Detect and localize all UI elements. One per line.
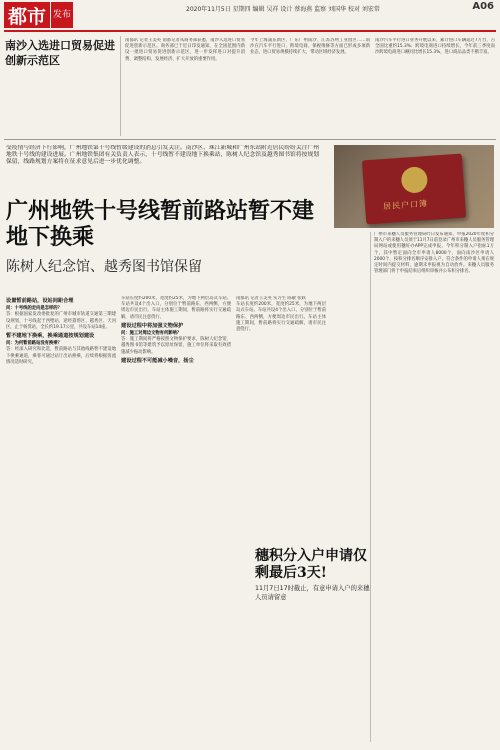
qa-question: 问：为何暂前路站没有换乘？ (6, 341, 62, 347)
section-head: 建设过程不可能减小噪音，扬尘 (121, 357, 194, 364)
feature-subtitle: 陈树人纪念馆、越秀图书馆保留 (6, 259, 202, 275)
section-divider (4, 139, 496, 140)
column-divider (120, 36, 121, 136)
promo-box (255, 548, 370, 630)
qa-answer: 答：根据国家发改委批复的广州市城市轨道交通第三期建设规划，十号线起于西塱站，途经荔湾区、越秀区、天河区，止于杨箕站，全长约19.17公里，共设车站14座。 (6, 312, 116, 330)
section-logo (4, 2, 73, 28)
hukou-book-photo (334, 145, 494, 228)
section-name: 都市 (4, 2, 50, 28)
feature-col-b (121, 296, 231, 742)
column-text: 车站长度约200米，宽度约25米，为地下两层岛式车站。车站共设4个出入口，分别位于暂前路东、西两侧，方便周边市民出行。车站主体施工期间，暂前路将实行交通疏解，请市民注意绕行。 (236, 302, 326, 333)
column-text: 车站长度约200米，宽度约25米，为地下两层岛式车站。车站共设4个出入口，分别位于暂前路东、西两侧，方便周边市民出行。车站主体施工期间，暂前路将实行交通疏解，请市民注意绕行。 (121, 296, 231, 320)
byline: 南都讯 记者王美英 实习生 陈敏 张跃 (236, 296, 306, 301)
hukou-book-label: 居民户口簿 (382, 199, 429, 212)
page-number: A06 (472, 1, 494, 12)
feature-title: 广州地铁十号线暂前路站暂不建地下换乘 (6, 198, 315, 250)
section-head: 设置暂前路站，设站间距合理 (6, 298, 74, 304)
section-head: 建设过程中将加强文物保护 (121, 322, 184, 329)
page-header (0, 0, 500, 30)
top-story-col3: 南沙汽车平行进口业务开展以来，累计进口车辆超过7万台，占全国比重约15.3%；跨境电商进口持续增长，今年前三季度南沙跨境电商进口额同比增长15.3%，进口商品品类不断丰富。 (375, 38, 495, 56)
qa-answer: 答：经深入研究和比选，暂前路站与其他线路暂不建设地下换乘通道，乘客可通过站厅出站换乘，后续将根据客流情况适时研究。 (6, 347, 116, 365)
right-column: 广州市来穗人员服务管理局昨日发布通知，申报2020年度积分制入户的来穗人员须于11月7日前登录广州市来穗人员服务管理局网站或使用穗好办APP完成申报。今年积分制入户指标1万个，其中暂定面向全市申请人8000个、面向南沙区申请人2000个，按积分排名顺序安排入户。符合条件的申请人须在规定时间内提交材料，逾期未申报视为自动放弃。来穗人员服务管理部门将于申报结束后组织审核并公布积分排名。 (374, 232, 494, 275)
national-emblem-icon (400, 166, 428, 194)
column-divider (370, 232, 371, 742)
header-rule (4, 30, 496, 32)
top-story-col2: 今年上海浦东新区、广东广州南沙、江苏苏州工业园区……南沙在汽车平行进口、跨境电商、保税维修等方面已形成多项新业态，进口贸易规模持续扩大，带动区域经济发展。 (250, 38, 370, 56)
feature-lead: 受疫情与经济下行影响，广州地铁第十号线暂缓建设的消息引发关注。南沙区、珠江新城和广州东站附近居民纷纷关注广州地铁十号线的建设进展。广州地铁集团有关负责人表示，十号线暂不建设地下换乘站，陈树人纪念馆及越秀图书馆将按规划保留，线路规划方案将在征求意见后进一步优化调整。 (6, 145, 320, 166)
top-story-title: 南沙入选进口贸易促进创新示范区 (5, 39, 115, 67)
hukou-book (362, 154, 466, 225)
section-tag: 发布 (51, 2, 73, 28)
qa-answer: 答：施工期间将严格按照文物保护要求，陈树人纪念馆、越秀图书馆等建筑予以原址保留，施工单位将采取有效措施减少振动影响。 (121, 337, 231, 355)
promo-title: 穗积分入户申请仅剩最后3天! (255, 548, 367, 581)
qa-question: 问：施工对周边文物有何影响？ (121, 331, 182, 337)
feature-col-a (6, 296, 116, 742)
section-head: 暂不建地下换乘，换乘通道按规划建设 (6, 333, 95, 340)
dateline: 2020年11月5日 星期四 编辑 吴祥 设计 蔡海燕 监察 刘国华 校对 刘宏常 (186, 6, 380, 13)
top-story-col1: 南都讯 记者王美英 南都记者从商务部获悉，南沙入选进口贸易促进创新示范区。商务部已于近日印发通知，在全国范围内新设一批进口贸易促进创新示范区，进一步发挥进口对提升消费、调整结构、发展经济、扩大开放的重要作用。 (125, 38, 245, 62)
promo-text: 11月7日17时截止，有意申请入户的来穗人员请留意 (255, 585, 370, 601)
feature-col-c (236, 296, 326, 542)
qa-question: 问：十号线的走向是怎样的？ (6, 306, 62, 312)
